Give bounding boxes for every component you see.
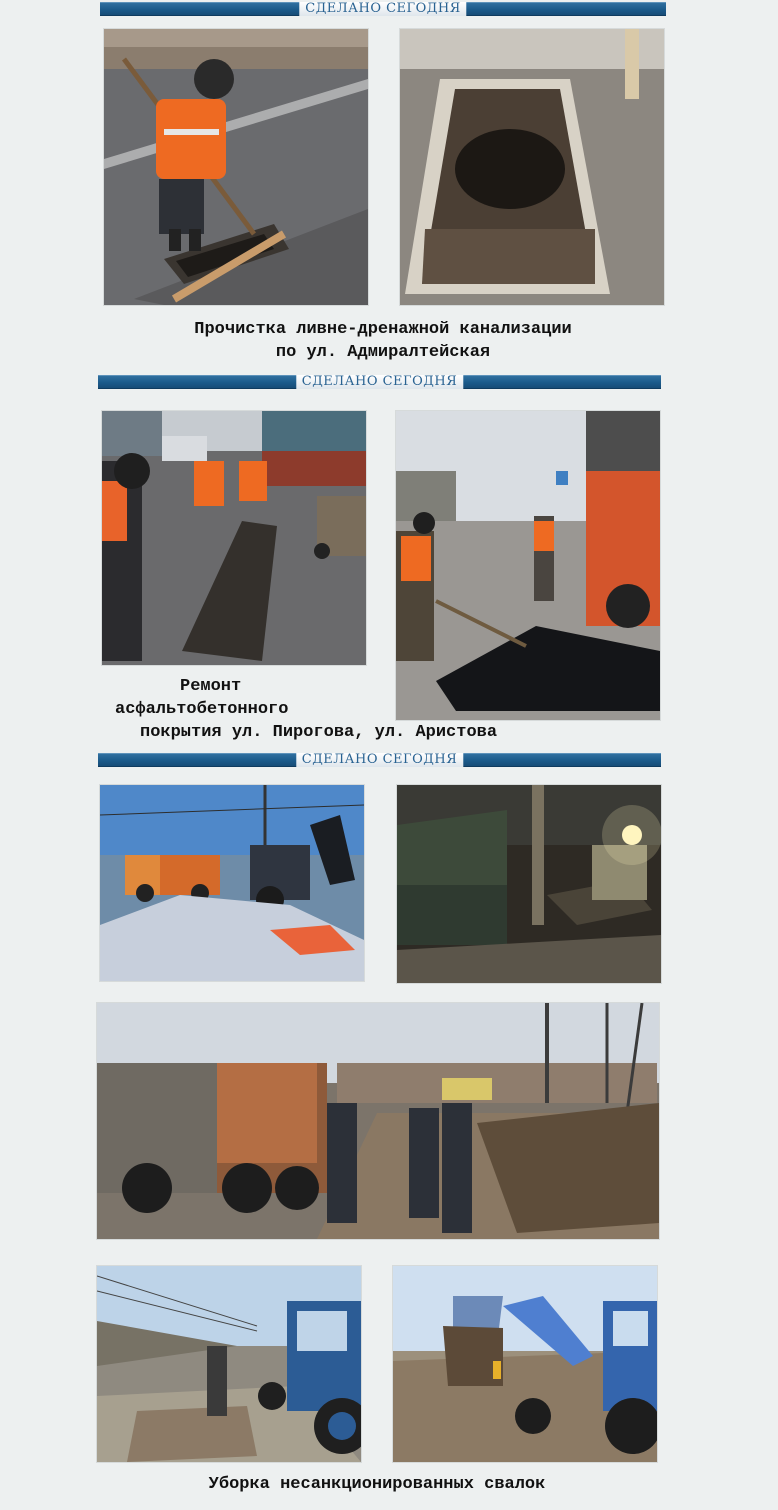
banner-label: СДЕЛАНО СЕГОДНЯ — [296, 375, 463, 389]
caption-line: асфальтобетонного — [115, 700, 289, 719]
banner-label: СДЕЛАНО СЕГОДНЯ — [299, 2, 466, 16]
photo-asphalt-repair-1 — [101, 410, 367, 666]
caption-section-2 — [100, 675, 660, 744]
caption-line: покрытия ул. Пирогова, ул. Аристова — [140, 723, 498, 742]
section-banner-2 — [98, 375, 661, 389]
caption-line: Ремонт — [180, 677, 242, 696]
photo-night-loader — [396, 784, 662, 984]
banner-label: СДЕЛАНО СЕГОДНЯ — [296, 753, 463, 767]
photo-dump-site-excavator — [99, 784, 365, 982]
caption-section-3 — [96, 1473, 658, 1496]
photo-drain-cleaning-worker — [103, 28, 369, 306]
photo-drain-pit — [399, 28, 665, 306]
photo-tractor-dump-1 — [96, 1265, 362, 1463]
section-banner-3 — [98, 753, 661, 767]
caption-line: Уборка несанкционированных свалок — [208, 1475, 546, 1494]
section-banner-1 — [100, 2, 666, 16]
caption-line: по ул. Адмиралтейская — [275, 343, 491, 362]
photo-workers-loading-truck — [96, 1002, 660, 1240]
caption-section-1 — [100, 318, 666, 364]
caption-line: Прочистка ливне-дренажной канализации — [194, 320, 572, 339]
photo-tractor-dump-2 — [392, 1265, 658, 1463]
